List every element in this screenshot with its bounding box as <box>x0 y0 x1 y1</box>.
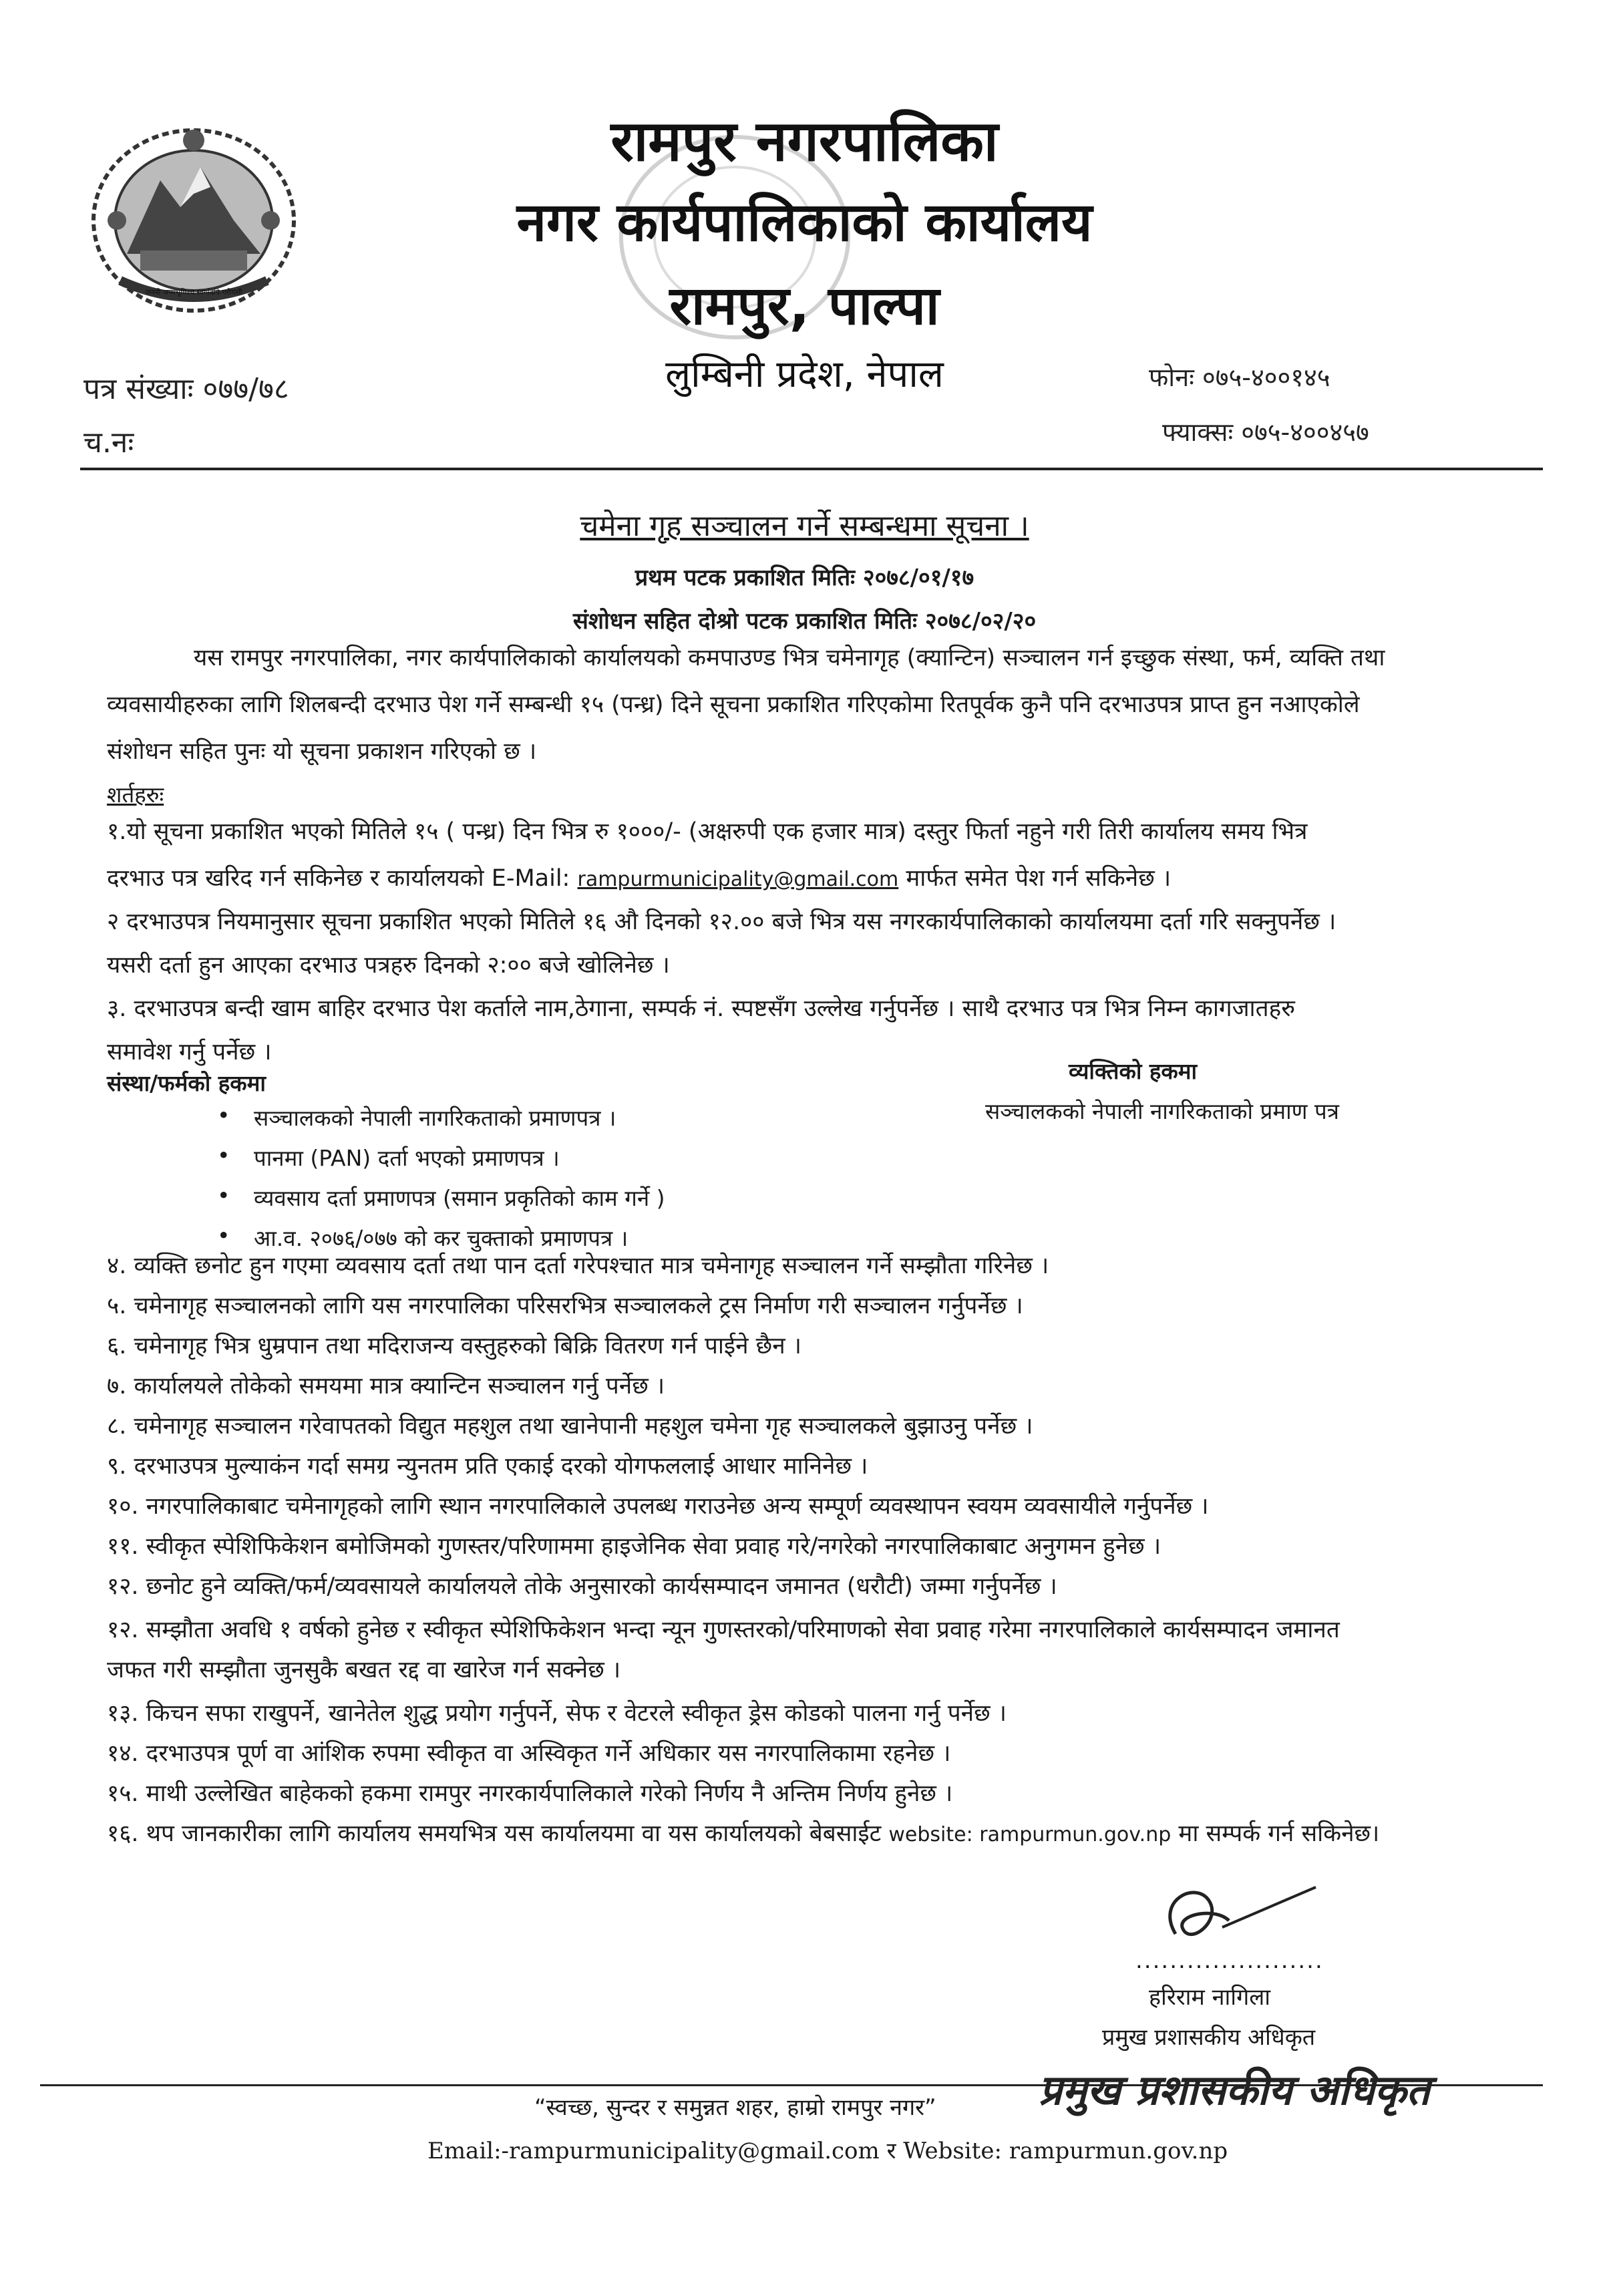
second-published-date: संशोधन सहित दोश्रो पटक प्रकाशित मितिः २०७८/०२/२० <box>572 608 1037 635</box>
rule-15: १५. माथी उल्लेखित बाहेकको हकमा रामपुर नगरकार्यपालिकाले गरेको निर्णय नै अन्तिम निर्णय हुनेछ । <box>107 1780 953 1807</box>
signatory-name: हरिराम नागिला <box>1149 1984 1271 2011</box>
emblem-motto: जननी जन्मभूमिश्च स्वर्गादपि गरीयसी <box>145 288 242 297</box>
org-requirement-3: • व्यवसाय दर्ता प्रमाणपत्र (समान प्रकृतिको काम गर्ने ) <box>254 1182 665 1212</box>
notice-title: चमेना गृह सञ्चालन गर्ने सम्बन्धमा सूचना । <box>580 509 1029 543</box>
header-divider <box>80 468 1543 470</box>
intro-line-3: संशोधन सहित पुनः यो सूचना प्रकाशन गरिएको छ । <box>107 738 537 765</box>
office-email-link[interactable]: rampurmunicipality@gmail.com <box>577 868 899 891</box>
individual-heading: व्यक्तिको हकमा <box>1069 1058 1197 1084</box>
rule-13: १३. किचन सफा राखुपर्ने, खानेतेल शुद्ध प्रयोग गर्नुपर्ने, सेफ र वेटरले स्वीकृत ड्रेस कोडको पालना गर्नु पर्नेछ । <box>107 1700 1007 1727</box>
first-published-date: प्रथम पटक प्रकाशित मितिः २०७८/०१/१७ <box>635 564 974 591</box>
org-requirement-2: • पानमा (PAN) दर्ता भएको प्रमाणपत्र । <box>254 1142 560 1172</box>
condition-1-line-1: १.यो सूचना प्रकाशित भएको मितिले १५ ( पन्ध्र) दिन भित्र रु १०००/- (अक्षरुपी एक हजार मात्र) दस्तुर फिर्ता नहुने गरी तिरी कार्यालय समय भित्र <box>107 818 1308 845</box>
province-country: लुम्बिनी प्रदेश, नेपाल <box>665 353 944 396</box>
designation-stamp: प्रमुख प्रशासकीय अधिकृत <box>1039 2066 1430 2114</box>
rule-14: १४. दरभाउपत्र पूर्ण वा आंशिक रुपमा स्वीकृत वा अस्विकृत गर्ने अधिकार यस नगरपालिकामा रहनेछ । <box>107 1740 951 1767</box>
rule-12b-line-2: जफत गरी सम्झौता जुनसुकै बखत रद्द वा खारेज गर्न सक्नेछ । <box>107 1657 621 1683</box>
letter-number: पत्र संख्याः ०७७/७८ <box>83 372 289 406</box>
condition-2-line-1: २ दरभाउपत्र नियमानुसार सूचना प्रकाशित भएको मितिले १६ औ दिनको १२.०० बजे भित्र यस नगरकार्यपालिकाको कार्यालयमा दर्ता गरि सक्नुपर्नेछ । <box>107 909 1336 935</box>
intro-line-1: यस रामपुर नगरपालिका, नगर कार्यपालिकाको कार्यालयको कमपाउण्ड भित्र चमेनागृह (क्यान्टिन) सञ्चालन गर्न इच्छुक संस्था, फर्म, व्यक्ति तथा <box>194 645 1385 671</box>
website-reference[interactable]: website: rampurmun.gov.np <box>888 1823 1172 1846</box>
rule-9: ९. दरभाउपत्र मुल्याकंन गर्दा समग्र न्युनतम प्रति एकाई दरको योगफललाई आधार मानिनेछ । <box>107 1453 868 1480</box>
org-requirement-4: • आ.व. २०७६/०७७ को कर चुक्ताको प्रमाणपत्र । <box>254 1222 628 1253</box>
condition-2-line-2: यसरी दर्ता हुन आएका दरभाउ पत्रहरु दिनको २:०० बजे खोलिनेछ । <box>107 952 670 979</box>
rule-6: ६. चमेनागृह भित्र धुम्रपान तथा मदिराजन्य वस्तुहरुको बिक्रि वितरण गर्न पाईने छैन । <box>107 1333 802 1359</box>
footer-slogan: “स्वच्छ, सुन्दर र समुन्नत शहर, हाम्रो रामपुर नगर” <box>534 2094 936 2121</box>
condition-3-line-1: ३. दरभाउपत्र बन्दी खाम बाहिर दरभाउ पेश कर्ताले नाम,ठेगाना, सम्पर्क नं. स्पष्टसँग उल्लेख गर्नुपर्नेछ । साथै दरभाउ पत्र भित्र निम्न कागजातहरु <box>107 995 1296 1022</box>
rule-4: ४. व्यक्ति छनोट हुन गएमा व्यवसाय दर्ता तथा पान दर्ता गरेपश्चात मात्र चमेनागृह सञ्चालन गर्ने सम्झौता गरिनेछ । <box>107 1253 1049 1279</box>
intro-line-2: व्यवसायीहरुका लागि शिलबन्दी दरभाउ पेश गर्ने सम्बन्धी १५ (पन्ध्र) दिने सूचना प्रकाशित गरिएकोमा रितपूर्वक कुनै पनि दरभाउपत्र प्राप्त हुन नआएकोले <box>107 691 1360 718</box>
phone-number: फोनः ०७५-४००१४५ <box>1149 363 1330 392</box>
condition-1-text-post: मार्फत समेत पेश गर्न सकिनेछ । <box>898 865 1172 892</box>
individual-requirement: सञ्चालकको नेपाली नागरिकताको प्रमाण पत्र <box>985 1098 1339 1124</box>
rule-7: ७. कार्यालयले तोकेको समयमा मात्र क्यान्टिन सञ्चालन गर्नु पर्नेछ । <box>107 1373 665 1400</box>
rule-10: १०. नगरपालिकाबाट चमेनागृहको लागि स्थान नगरपालिकाले उपलब्ध गराउनेछ अन्य सम्पूर्ण व्यवस्थापन स्वयम व्यवसायीले गर्नुपर्नेछ । <box>107 1493 1209 1520</box>
rule-5: ५. चमेनागृह सञ्चालनको लागि यस नगरपालिका परिसरभित्र सञ्चालकले ट्रस निर्माण गरी सञ्चालन गर्नुपर्नेछ । <box>107 1293 1023 1319</box>
rule-16 <box>107 1814 1379 1855</box>
organization-heading: संस्था/फर्मको हकमा <box>107 1070 266 1096</box>
rule-12a: १२. छनोट हुने व्यक्ति/फर्म/व्यवसायले कार्यालयले तोके अनुसारको कार्यसम्पादन जमानत (धरौटी) जम्मा गर्नुपर्नेछ । <box>107 1573 1057 1600</box>
condition-3-line-2: समावेश गर्नु पर्नेछ । <box>107 1039 272 1065</box>
org-requirement-1: • सञ्चालकको नेपाली नागरिकताको प्रमाणपत्र । <box>254 1102 616 1132</box>
condition-1-line-2 <box>107 858 1171 900</box>
footer-contact: Email:-rampurmunicipality@gmail.com र Website: rampurmun.gov.np <box>427 2138 1228 2164</box>
rule-16-text-pre: १६. थप जानकारीका लागि कार्यालय समयभित्र यस कार्यालयमा वा यस कार्यालयको बेबसाईट <box>107 1820 889 1847</box>
conditions-heading: शर्तहरुः <box>107 782 164 808</box>
fax-number: फ्याक्सः ०७५-४००४५७ <box>1162 418 1369 447</box>
office-name: नगर कार्यपालिकाको कार्यालय <box>516 191 1093 253</box>
signatory-designation: प्रमुख प्रशासकीय अधिकृत <box>1102 2024 1316 2051</box>
condition-1-text-pre: दरभाउ पत्र खरिद गर्न सकिनेछ र कार्यालयको E-Mail: <box>107 865 578 892</box>
rule-16-text-post: मा सम्पर्क गर्न सकिनेछ। <box>1171 1820 1380 1847</box>
dispatch-number: च.नः <box>83 426 134 460</box>
rule-11: ११. स्वीकृत स्पेशिफिकेशन बमोजिमको गुणस्तर/परिणाममा हाइजेनिक सेवा प्रवाह गरे/नगरेको नगरपालिकाबाट अनुगमन हुनेछ । <box>107 1533 1161 1560</box>
rule-8: ८. चमेनागृह सञ्चालन गरेवापतको विद्युत महशुल तथा खानेपानी महशुल चमेना गृह सञ्चालकले बुझाउनु पर्नेछ । <box>107 1413 1033 1440</box>
rule-12b-line-1: १२. सम्झौता अवधि १ वर्षको हुनेछ र स्वीकृत स्पेशिफिकेशन भन्दा न्यून गुणस्तरको/परिमाणको सेवा प्रवाह गरेमा नगरपालिकाले कार्यसम्पादन जमानत <box>107 1617 1340 1643</box>
office-location: रामपुर, पाल्पा <box>669 275 940 337</box>
signature-dots: ...................... <box>1135 1947 1324 1974</box>
municipality-name: रामपुर नगरपालिका <box>610 108 999 174</box>
